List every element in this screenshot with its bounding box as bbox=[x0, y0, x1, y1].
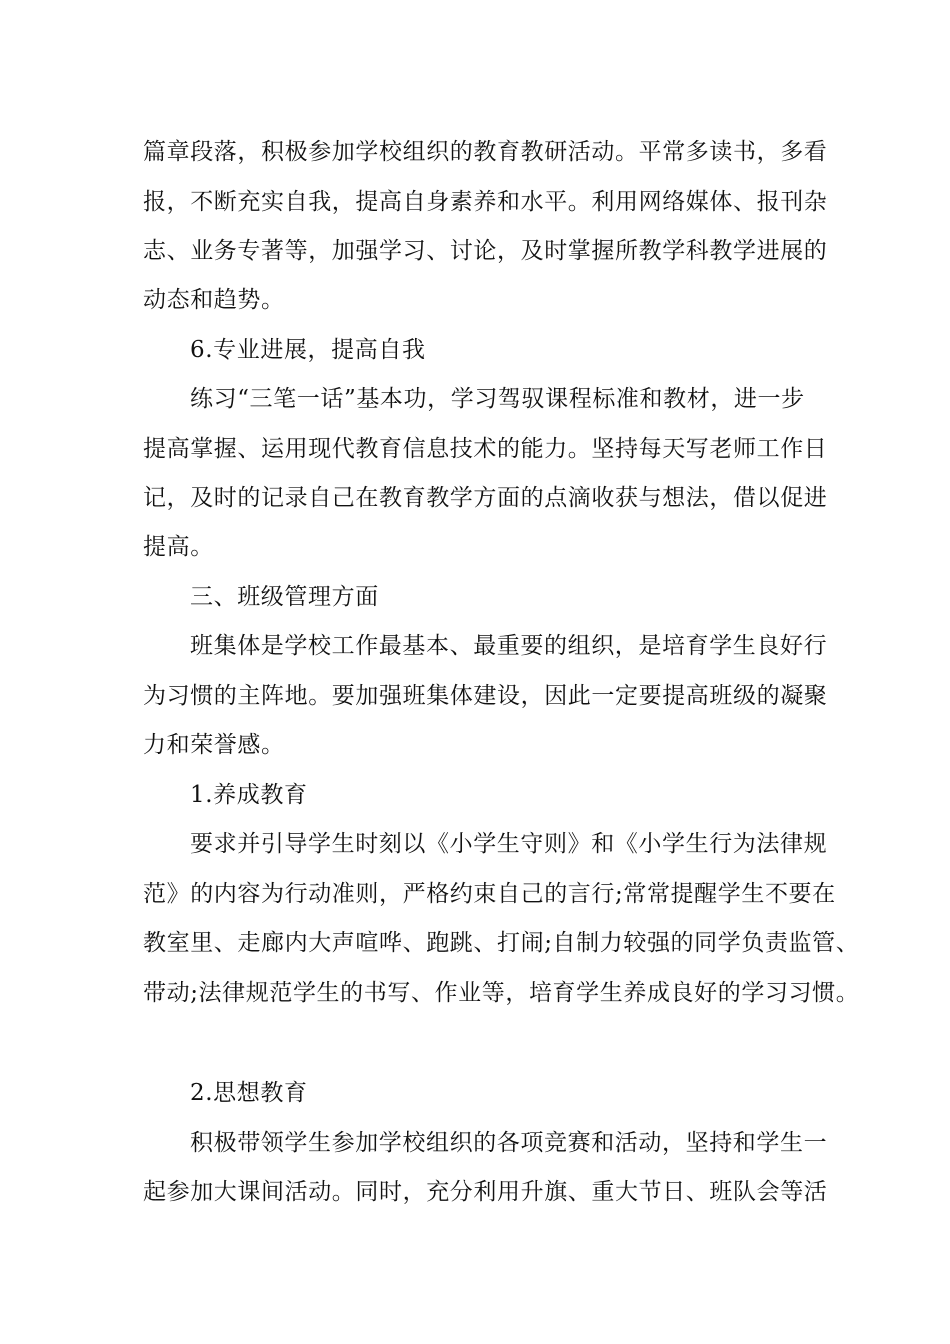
section-heading: 三、班级管理方面 bbox=[190, 584, 379, 610]
section-heading: 6.专业进展，提高自我 bbox=[190, 337, 426, 363]
paragraph-line: 记，及时的记录自己在教育教学方面的点滴收获与想法，借以促进 bbox=[143, 485, 828, 511]
paragraph-line: 范》的内容为行动准则，严格约束自己的言行;常常提醒学生不要在 bbox=[143, 881, 836, 907]
paragraph-line: 班集体是学校工作最基本、最重要的组织，是培育学生良好行 bbox=[190, 633, 828, 659]
paragraph-line: 要求并引导学生时刻以《小学生守则》和《小学生行为法律规 bbox=[190, 831, 828, 857]
paragraph-line: 报，不断充实自我，提高自身素养和水平。利用网络媒体、报刊杂 bbox=[143, 189, 828, 215]
paragraph-line: 带动;法律规范学生的书写、作业等，培育学生养成良好的学习习惯。 bbox=[143, 980, 860, 1006]
paragraph-line: 为习惯的主阵地。要加强班集体建设，因此一定要提高班级的凝聚 bbox=[143, 683, 828, 709]
paragraph-line: 提高。 bbox=[143, 534, 214, 560]
paragraph-line: 提高掌握、运用现代教育信息技术的能力。坚持每天写老师工作日 bbox=[143, 436, 828, 462]
paragraph-line: 起参加大课间活动。同时，充分利用升旗、重大节日、班队会等活 bbox=[143, 1179, 828, 1205]
section-heading: 2.思想教育 bbox=[190, 1080, 308, 1106]
paragraph-line: 动态和趋势。 bbox=[143, 287, 285, 313]
paragraph-line: 力和荣誉感。 bbox=[143, 732, 285, 758]
paragraph-line: 教室里、走廊内大声喧哗、跑跳、打闹;自制力较强的同学负责监管、 bbox=[143, 930, 860, 956]
paragraph-line: 篇章段落，积极参加学校组织的教育教研活动。平常多读书，多看 bbox=[143, 139, 828, 165]
paragraph-line: 练习“三笔一话”基本功，学习驾驭课程标准和教材，进一步 bbox=[190, 386, 805, 412]
section-heading: 1.养成教育 bbox=[190, 782, 308, 808]
paragraph-line: 积极带领学生参加学校组织的各项竞赛和活动，坚持和学生一 bbox=[190, 1130, 828, 1156]
paragraph-line: 志、业务专著等，加强学习、讨论，及时掌握所教学科教学进展的 bbox=[143, 238, 828, 264]
